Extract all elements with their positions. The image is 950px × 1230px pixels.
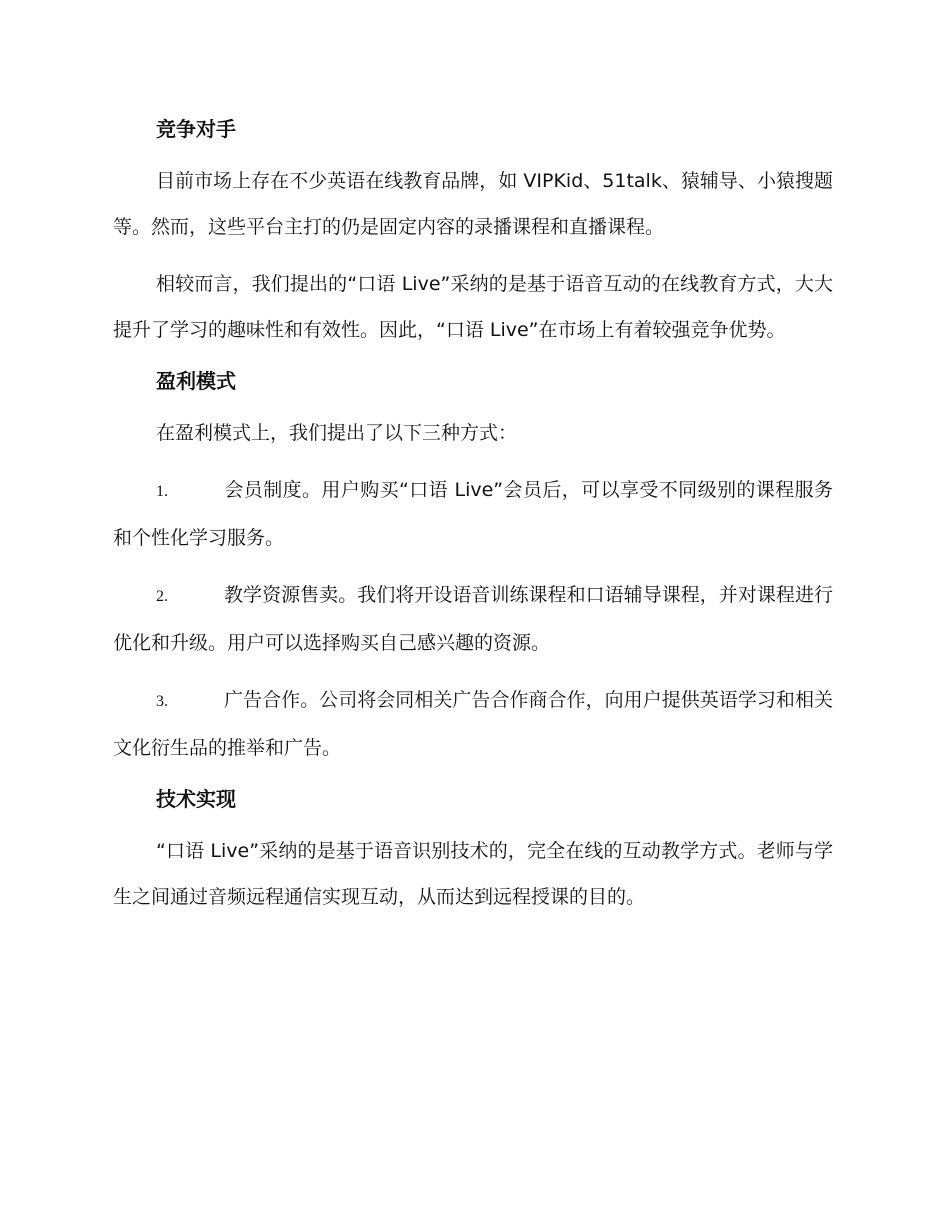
- list-number: 2.: [156, 588, 168, 605]
- list-number: 1.: [156, 483, 168, 500]
- paragraph: 相较而言，我们提出的“口语 Live”采纳的是基于语音互动的在线教育方式，大大提升了学习的趣味性和有效性。因此，“口语 Live”在市场上有着较强竞争优势。: [113, 273, 833, 341]
- list-item: [113, 677, 833, 771]
- section-heading-profit-model: 盈利模式: [156, 369, 236, 393]
- list-item: [113, 467, 833, 561]
- paragraph: 目前市场上存在不少英语在线教育品牌，如 VIPKid、51talk、猿辅导、小猿搜题等。然而，这些平台主打的仍是固定内容的录播课程和直播课程。: [113, 170, 833, 238]
- paragraph: “口语 Live”采纳的是基于语音识别技术的，完全在线的互动教学方式。老师与学生之间通过音频远程通信实现互动，从而达到远程授课的目的。: [113, 840, 833, 908]
- list-number: 3.: [156, 693, 168, 710]
- paragraph: 在盈利模式上，我们提出了以下三种方式：: [156, 422, 518, 444]
- list-item-text: 会员制度。用户购买“口语 Live”会员后，可以享受不同级别的课程服务和个性化学习服务。: [113, 479, 833, 549]
- document-page: [113, 112, 833, 931]
- list-item-text: 广告合作。公司将会同相关广告合作商合作，向用户提供英语学习和相关文化衍生品的推举和广告。: [113, 689, 833, 759]
- list-item-text: 教学资源售卖。我们将开设语音训练课程和口语辅导课程，并对课程进行优化和升级。用户可以选择购买自己感兴趣的资源。: [113, 584, 833, 654]
- section-heading-competitors: 竞争对手: [156, 117, 236, 141]
- section-heading-technology: 技术实现: [156, 787, 236, 811]
- list-item: [113, 572, 833, 666]
